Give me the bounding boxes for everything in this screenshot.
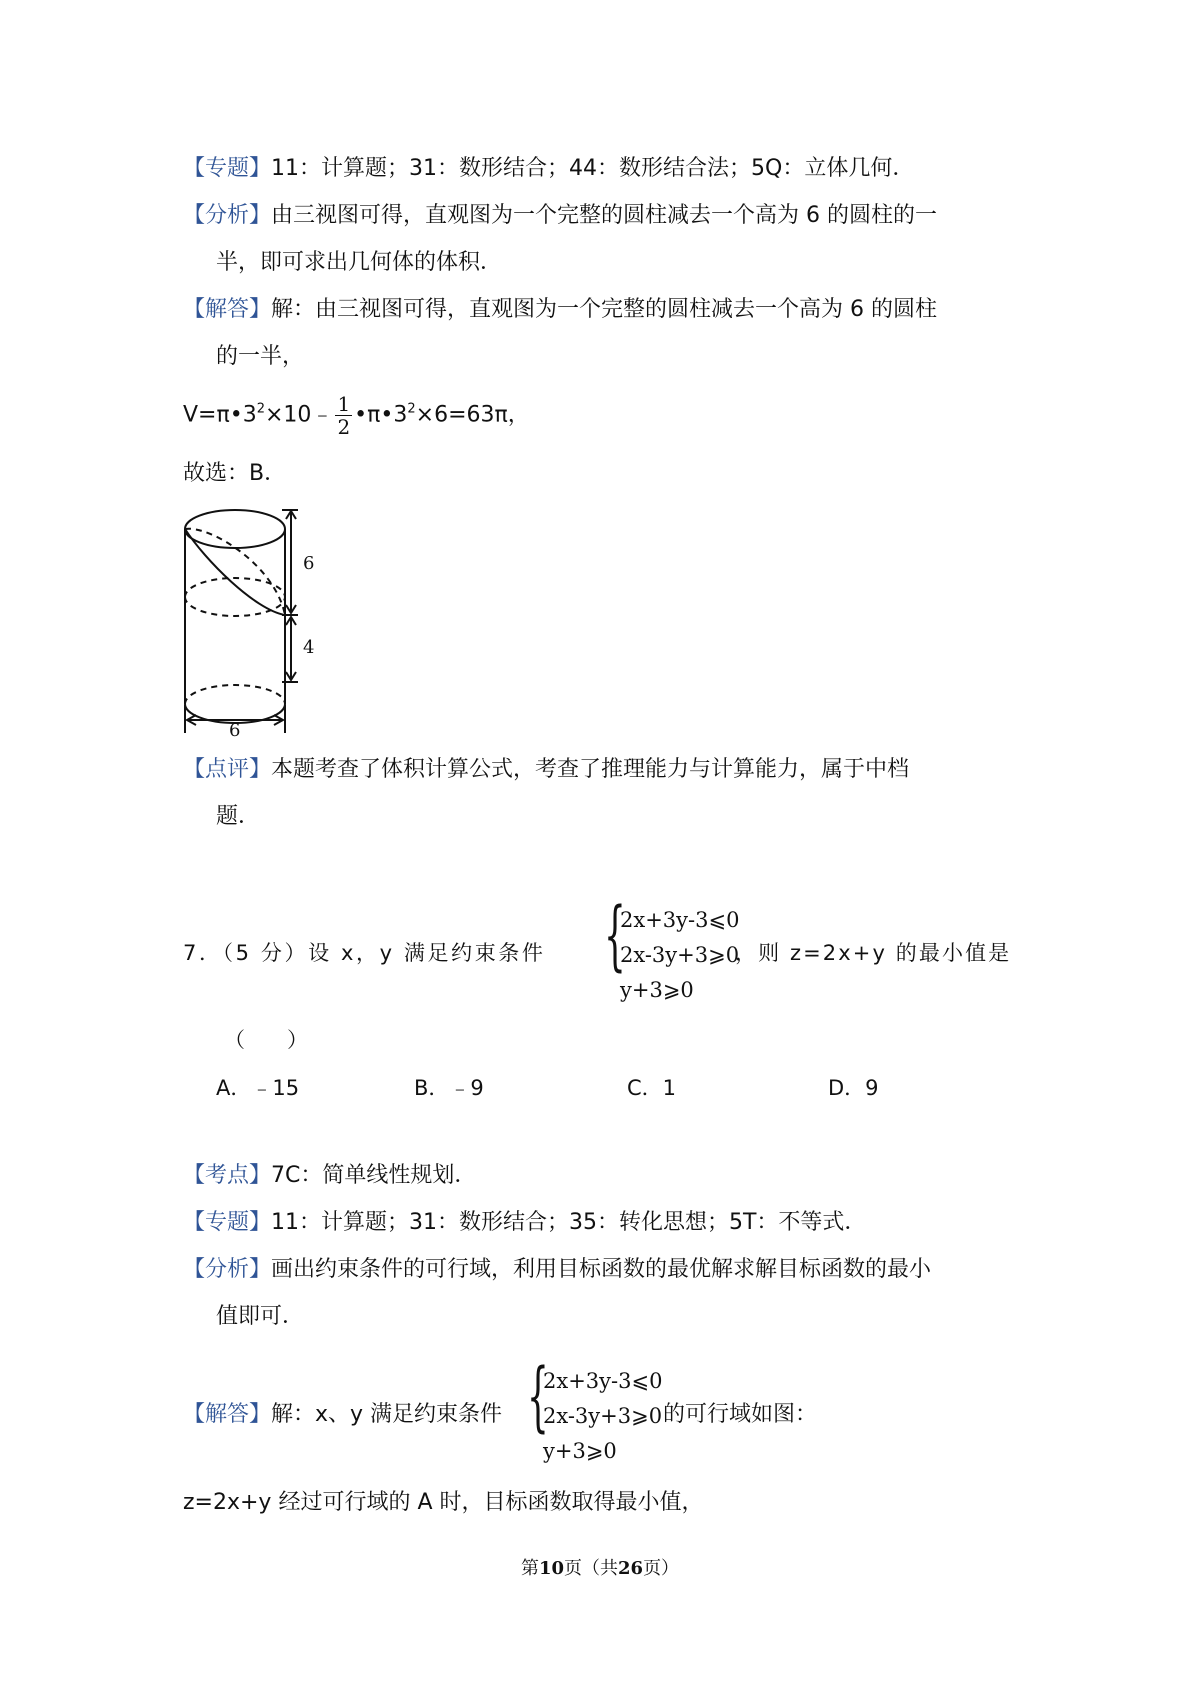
page-number: 10 — [538, 1558, 564, 1579]
conclusion-line: z=2x+y 经过可行域的 A 时，目标函数取得最小值， — [183, 1490, 704, 1515]
solution-text: 解：x、y 满足约束条件 — [271, 1402, 503, 1427]
option-c[interactable]: C．1 — [627, 1076, 677, 1100]
solution-text: 解：由三视图可得，直观图为一个完整的圆柱减去一个高为 6 的圆柱 — [271, 297, 938, 322]
analysis-cont-2: 值即可． — [216, 1304, 305, 1329]
constraint-system-2 — [543, 1364, 662, 1469]
analysis-cont: 半，即可求出几何体的体积． — [216, 250, 503, 275]
keypoint-text: 7C：简单线性规划． — [271, 1163, 477, 1188]
option-d[interactable]: D．9 — [828, 1076, 879, 1100]
formula-part: ×10 — [264, 402, 312, 428]
analysis-line-2 — [183, 1255, 931, 1285]
comment-cont: 题． — [216, 804, 261, 829]
keypoint-tag: 【考点】 — [183, 1163, 272, 1188]
analysis-line — [183, 201, 937, 231]
formula-part: •π•3 — [354, 402, 408, 428]
comment-line — [183, 755, 909, 785]
constraint-system — [620, 903, 739, 1008]
topic-tag: 【专题】 — [183, 1210, 272, 1235]
solution-suffix: 的可行域如图： — [663, 1402, 818, 1427]
comment-tag: 【点评】 — [183, 757, 272, 782]
footer-text: 第 — [520, 1558, 539, 1579]
analysis-tag: 【分析】 — [183, 1257, 272, 1282]
formula-exponent: 2 — [407, 401, 416, 417]
page-footer — [0, 1554, 1200, 1580]
solution-cont: 的一半， — [216, 344, 305, 369]
brace-icon: { — [604, 890, 626, 979]
total-pages: 26 — [618, 1558, 644, 1579]
dim-label: 4 — [303, 637, 315, 658]
formula-part: ×6=63π， — [415, 402, 530, 428]
option-b[interactable]: B．﹣9 — [414, 1076, 484, 1100]
dim-label: 6 — [229, 720, 241, 737]
analysis-tag: 【分析】 — [183, 203, 272, 228]
keypoint-line — [183, 1161, 476, 1191]
cylinder-figure — [180, 505, 320, 737]
solution-line-2 — [183, 1400, 502, 1430]
constraint: 2x-3y+3⩾0 — [620, 943, 740, 967]
topic-line — [183, 154, 914, 184]
fraction-numerator: 1 — [337, 392, 351, 416]
fraction — [335, 393, 352, 438]
constraint: 2x+3y-3⩽0 — [620, 908, 740, 932]
brace-icon: { — [527, 1351, 549, 1440]
footer-text: 页） — [643, 1558, 680, 1579]
constraint: y+3⩾0 — [543, 1439, 617, 1463]
question-7-prefix: 7．（5 分）设 x，y 满足约束条件 — [183, 941, 546, 965]
analysis-text: 画出约束条件的可行域，利用目标函数的最优解求解目标函数的最小 — [271, 1257, 932, 1282]
solution-line — [183, 295, 937, 325]
dim-label: 6 — [303, 553, 315, 574]
question-7-suffix: ，则 z=2x+y 的最小值是 — [735, 941, 1012, 965]
fraction-denominator: 2 — [337, 415, 351, 439]
solution-tag: 【解答】 — [183, 1402, 272, 1427]
formula-minus: ﹣ — [311, 402, 334, 428]
formula-part: V=π•3 — [183, 402, 257, 428]
answer-paren: （ ） — [224, 1028, 308, 1052]
topic-line-2 — [183, 1208, 866, 1238]
topic-text: 11：计算题；31：数形结合；35：转化思想；5T：不等式． — [271, 1210, 867, 1235]
answer-choice: 故选：B． — [183, 461, 287, 486]
constraint: 2x+3y-3⩽0 — [543, 1369, 663, 1393]
solution-tag: 【解答】 — [183, 297, 272, 322]
option-a[interactable]: A．﹣15 — [216, 1076, 300, 1100]
constraint: 2x-3y+3⩾0 — [543, 1404, 663, 1428]
constraint: y+3⩾0 — [620, 978, 694, 1002]
footer-text: 页（共 — [564, 1558, 618, 1579]
analysis-text: 由三视图可得，直观图为一个完整的圆柱减去一个高为 6 的圆柱的一 — [271, 203, 938, 228]
formula-exponent: 2 — [256, 401, 265, 417]
comment-text: 本题考查了体积计算公式，考查了推理能力与计算能力，属于中档 — [271, 757, 910, 782]
topic-tag: 【专题】 — [183, 156, 272, 181]
topic-text: 11：计算题；31：数形结合；44：数形结合法；5Q：立体几何． — [271, 156, 915, 181]
volume-formula — [183, 393, 530, 438]
